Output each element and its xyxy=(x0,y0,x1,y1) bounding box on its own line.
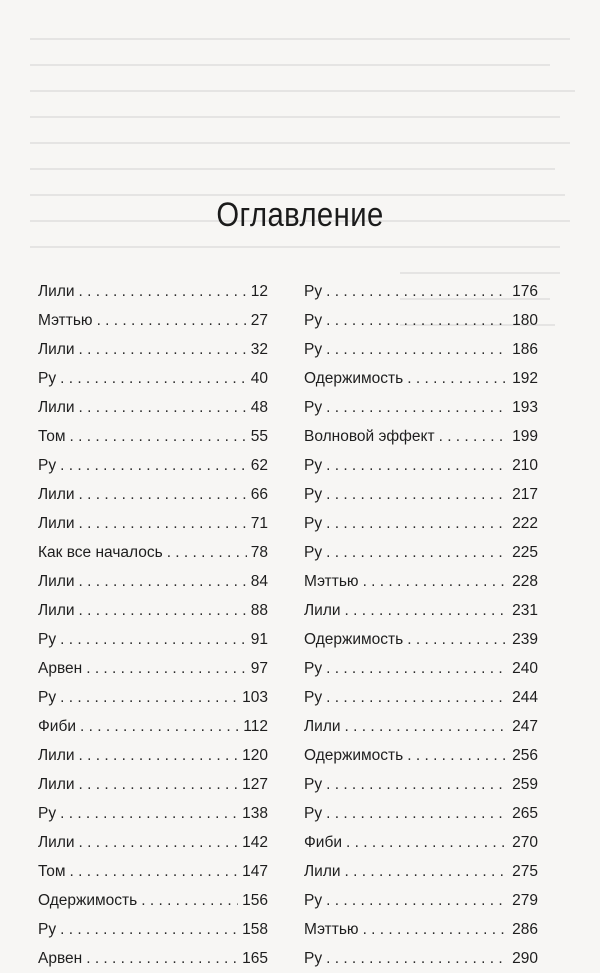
toc-entry-label: Том xyxy=(38,428,66,445)
dot-leader xyxy=(363,567,509,596)
toc-entry-page-number: 147 xyxy=(242,863,268,880)
dot-leader xyxy=(346,828,508,857)
toc-entry-label: Мэттью xyxy=(304,573,359,590)
toc-entry-label: Лили xyxy=(38,747,75,764)
toc-entry xyxy=(304,770,538,799)
toc-entry-label: Лили xyxy=(38,486,75,503)
page-title: Оглавление xyxy=(216,196,384,234)
toc-entry-page-number: 88 xyxy=(250,602,268,619)
toc-entry-label: Ру xyxy=(304,457,323,474)
toc-entry-page-number: 180 xyxy=(512,312,538,329)
toc-entry-page-number: 290 xyxy=(512,950,538,967)
dot-leader xyxy=(326,335,508,364)
toc-entry xyxy=(38,683,268,712)
toc-entry-label: Лили xyxy=(38,399,75,416)
toc-entry xyxy=(38,944,268,973)
toc-entry-label: Ру xyxy=(304,515,323,532)
toc-entry-label: Лили xyxy=(38,602,75,619)
toc-entry-page-number: 158 xyxy=(242,921,268,938)
dot-leader xyxy=(326,538,508,567)
toc-entry-label: Одержимость xyxy=(304,370,404,387)
toc-entry-page-number: 259 xyxy=(512,776,538,793)
toc-entry-label: Ру xyxy=(38,921,57,938)
toc-entry-label: Фиби xyxy=(38,718,76,735)
dot-leader xyxy=(79,277,247,306)
toc-entry-page-number: 239 xyxy=(512,631,538,648)
dot-leader xyxy=(79,567,247,596)
toc-entry-page-number: 244 xyxy=(512,689,538,706)
toc-entry xyxy=(38,451,268,480)
toc-entry xyxy=(38,741,268,770)
toc-entry xyxy=(304,886,538,915)
toc-entry xyxy=(38,770,268,799)
toc-entry xyxy=(304,480,538,509)
dot-leader xyxy=(363,915,509,944)
toc-entry-page-number: 71 xyxy=(250,515,268,532)
toc-entry-label: Ру xyxy=(38,370,57,387)
toc-entry xyxy=(304,712,538,741)
toc-entry-label: Мэттью xyxy=(38,312,93,329)
toc-entry xyxy=(304,799,538,828)
toc-entry-label: Лили xyxy=(38,573,75,590)
dot-leader xyxy=(60,451,247,480)
toc-entry xyxy=(38,886,268,915)
toc-entry xyxy=(304,538,538,567)
toc-entry-page-number: 142 xyxy=(242,834,268,851)
toc-entry-label: Ру xyxy=(304,892,323,909)
toc-entry-page-number: 199 xyxy=(512,428,538,445)
toc-entry xyxy=(304,567,538,596)
toc-entry-page-number: 66 xyxy=(250,486,268,503)
dot-leader xyxy=(326,799,508,828)
toc-left-column xyxy=(38,277,268,973)
toc-entry xyxy=(304,683,538,712)
toc-entry-page-number: 270 xyxy=(512,834,538,851)
toc-entry xyxy=(304,393,538,422)
toc-entry-label: Ру xyxy=(38,631,57,648)
toc-entry-page-number: 48 xyxy=(250,399,268,416)
toc-entry-label: Лили xyxy=(38,515,75,532)
toc-entry-page-number: 120 xyxy=(242,747,268,764)
dot-leader xyxy=(326,683,508,712)
dot-leader xyxy=(80,712,239,741)
toc-entry-page-number: 228 xyxy=(512,573,538,590)
toc-entry-page-number: 286 xyxy=(512,921,538,938)
toc-entry xyxy=(304,944,538,973)
toc-entry xyxy=(304,625,538,654)
toc-entry-label: Лили xyxy=(38,776,75,793)
toc-entry-page-number: 186 xyxy=(512,341,538,358)
toc-entry xyxy=(304,596,538,625)
toc-entry xyxy=(304,277,538,306)
toc-entry-page-number: 256 xyxy=(512,747,538,764)
toc-entry xyxy=(38,422,268,451)
dot-leader xyxy=(86,654,247,683)
toc-entry xyxy=(38,596,268,625)
dot-leader xyxy=(60,364,247,393)
toc-entry xyxy=(38,509,268,538)
toc-entry-page-number: 279 xyxy=(512,892,538,909)
toc-entry-label: Одержимость xyxy=(304,631,404,648)
dot-leader xyxy=(60,799,238,828)
toc-right-column xyxy=(304,277,538,973)
toc-entry xyxy=(304,422,538,451)
toc-entry-page-number: 91 xyxy=(250,631,268,648)
toc-entry xyxy=(38,393,268,422)
toc-entry-label: Лили xyxy=(38,283,75,300)
dot-leader xyxy=(60,683,238,712)
toc-entry xyxy=(38,277,268,306)
toc-entry-page-number: 127 xyxy=(242,776,268,793)
dot-leader xyxy=(326,654,508,683)
toc-entry-label: Арвен xyxy=(38,950,83,967)
toc-entry-page-number: 265 xyxy=(512,805,538,822)
toc-entry-page-number: 62 xyxy=(250,457,268,474)
toc-entry xyxy=(38,625,268,654)
toc-entry-page-number: 156 xyxy=(242,892,268,909)
dot-leader xyxy=(326,393,508,422)
dot-leader xyxy=(326,770,508,799)
toc-entry-label: Лили xyxy=(38,834,75,851)
toc-entry-page-number: 222 xyxy=(512,515,538,532)
toc-entry-label: Ру xyxy=(304,544,323,561)
dot-leader xyxy=(326,306,508,335)
toc-entry-page-number: 231 xyxy=(512,602,538,619)
dot-leader xyxy=(326,886,508,915)
toc-entry-page-number: 225 xyxy=(512,544,538,561)
toc-entry-page-number: 165 xyxy=(242,950,268,967)
toc-entry-page-number: 78 xyxy=(250,544,268,561)
dot-leader xyxy=(60,625,247,654)
toc-entry xyxy=(304,741,538,770)
dot-leader xyxy=(439,422,509,451)
toc-entry-page-number: 138 xyxy=(242,805,268,822)
toc-entry xyxy=(38,335,268,364)
toc-entry-page-number: 275 xyxy=(512,863,538,880)
toc-entry xyxy=(38,567,268,596)
toc-entry xyxy=(38,915,268,944)
toc-entry xyxy=(38,857,268,886)
toc-entry-page-number: 217 xyxy=(512,486,538,503)
toc-entry-label: Волновой эффект xyxy=(304,428,435,445)
dot-leader xyxy=(141,886,238,915)
toc-entry xyxy=(38,828,268,857)
dot-leader xyxy=(79,393,247,422)
toc-entry-label: Лили xyxy=(304,602,341,619)
dot-leader xyxy=(70,422,247,451)
dot-leader xyxy=(97,306,247,335)
dot-leader xyxy=(70,857,239,886)
dot-leader xyxy=(79,828,239,857)
toc-entry xyxy=(38,654,268,683)
dot-leader xyxy=(407,625,508,654)
toc-entry xyxy=(38,480,268,509)
toc-entry xyxy=(304,364,538,393)
toc-entry-label: Ру xyxy=(304,341,323,358)
toc-entry-page-number: 84 xyxy=(250,573,268,590)
toc-entry-label: Ру xyxy=(38,457,57,474)
toc-entry-page-number: 55 xyxy=(250,428,268,445)
toc-entry-label: Ру xyxy=(304,399,323,416)
dot-leader xyxy=(86,944,238,973)
toc-entry-page-number: 240 xyxy=(512,660,538,677)
toc-entry xyxy=(304,654,538,683)
dot-leader xyxy=(326,480,508,509)
toc-entry-label: Лили xyxy=(38,341,75,358)
toc-entry-label: Одержимость xyxy=(304,747,404,764)
toc-entry-page-number: 247 xyxy=(512,718,538,735)
toc-entry-page-number: 97 xyxy=(250,660,268,677)
dot-leader xyxy=(79,741,239,770)
toc-entry-label: Ру xyxy=(304,776,323,793)
dot-leader xyxy=(326,451,508,480)
dot-leader xyxy=(407,364,508,393)
dot-leader xyxy=(345,712,509,741)
toc-entry-label: Как все началось xyxy=(38,544,163,561)
toc-entry-label: Фиби xyxy=(304,834,342,851)
toc-entry xyxy=(38,712,268,741)
toc-entry-page-number: 176 xyxy=(512,283,538,300)
toc-entry xyxy=(304,509,538,538)
toc-entry xyxy=(38,364,268,393)
dot-leader xyxy=(326,944,508,973)
toc-entry-label: Том xyxy=(38,863,66,880)
toc-entry-label: Ру xyxy=(38,689,57,706)
toc-entry-page-number: 103 xyxy=(242,689,268,706)
toc-entry-label: Одержимость xyxy=(38,892,138,909)
toc-entry xyxy=(304,306,538,335)
dot-leader xyxy=(167,538,247,567)
toc-entry xyxy=(304,915,538,944)
toc-entry xyxy=(38,306,268,335)
toc-entry xyxy=(38,538,268,567)
dot-leader xyxy=(326,277,508,306)
toc-entry-page-number: 32 xyxy=(250,341,268,358)
toc-entry xyxy=(38,799,268,828)
toc-entry xyxy=(304,451,538,480)
toc-entry xyxy=(304,857,538,886)
toc-entry-label: Мэттью xyxy=(304,921,359,938)
toc-entry-label: Ру xyxy=(304,486,323,503)
dot-leader xyxy=(407,741,508,770)
dot-leader xyxy=(79,596,247,625)
toc-entry-page-number: 193 xyxy=(512,399,538,416)
dot-leader xyxy=(326,509,508,538)
toc-entry-label: Ру xyxy=(304,312,323,329)
dot-leader xyxy=(79,509,247,538)
toc-entry-label: Ру xyxy=(304,950,323,967)
toc-entry xyxy=(304,828,538,857)
toc-entry-label: Арвен xyxy=(38,660,83,677)
toc-entry-label: Ру xyxy=(304,689,323,706)
toc-entry-page-number: 40 xyxy=(250,370,268,387)
dot-leader xyxy=(345,596,509,625)
dot-leader xyxy=(79,770,239,799)
dot-leader xyxy=(79,335,247,364)
toc-entry-page-number: 27 xyxy=(250,312,268,329)
toc-entry-page-number: 12 xyxy=(250,283,268,300)
toc-entry-label: Лили xyxy=(304,718,341,735)
toc-entry-label: Ру xyxy=(304,660,323,677)
toc-entry-label: Ру xyxy=(38,805,57,822)
dot-leader xyxy=(345,857,509,886)
toc-entry-label: Лили xyxy=(304,863,341,880)
toc-entry-label: Ру xyxy=(304,283,323,300)
toc-entry-label: Ру xyxy=(304,805,323,822)
toc-entry-page-number: 112 xyxy=(243,718,268,735)
toc-entry-page-number: 210 xyxy=(512,457,538,474)
dot-leader xyxy=(60,915,238,944)
toc-entry-page-number: 192 xyxy=(512,370,538,387)
toc-entry xyxy=(304,335,538,364)
dot-leader xyxy=(79,480,247,509)
